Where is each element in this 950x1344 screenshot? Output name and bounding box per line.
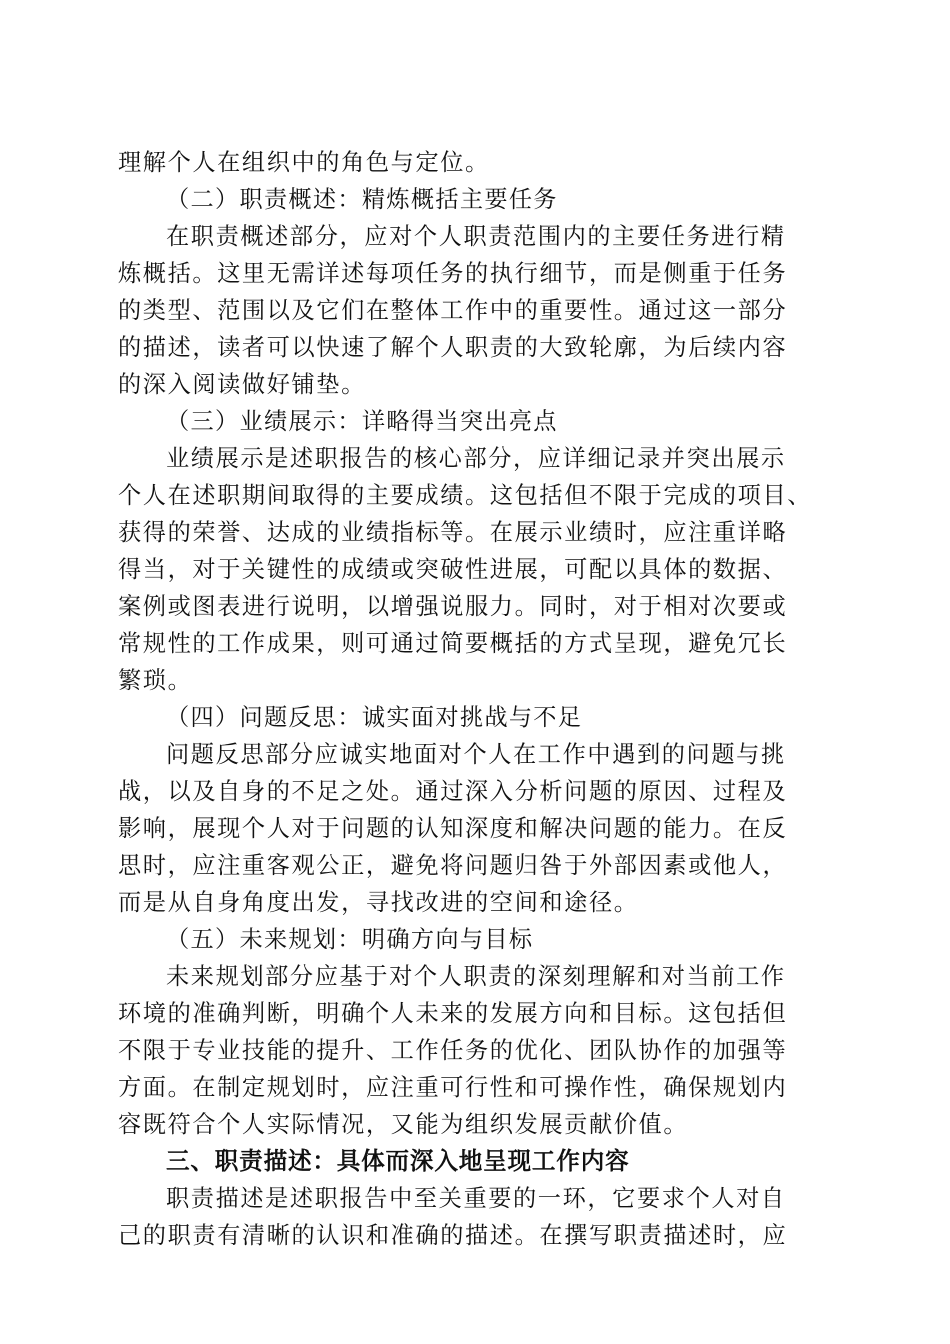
document-body [118, 144, 832, 1254]
paragraph-line: 战，以及自身的不足之处。通过深入分析问题的原因、过程及 [118, 778, 788, 805]
paragraph-line: 理解个人在组织中的角色与定位。 [118, 149, 490, 176]
paragraph-line: 容既符合个人实际情况，又能为组织发展贡献价值。 [118, 1111, 689, 1138]
paragraph-line: 案例或图表进行说明，以增强说服力。同时，对于相对次要或 [118, 593, 788, 620]
paragraph-line: 获得的荣誉、达成的业绩指标等。在展示业绩时，应注重详略 [118, 519, 788, 546]
paragraph-line: 炼概括。这里无需详述每项任务的执行细节，而是侧重于任务 [118, 260, 788, 287]
paragraph-line: 方面。在制定规划时，应注重可行性和可操作性，确保规划内 [118, 1074, 788, 1101]
paragraph-line: 常规性的工作成果，则可通过简要概括的方式呈现，避免冗长 [118, 630, 788, 657]
paragraph-line: 己的职责有清晰的认识和准确的描述。在撰写职责描述时，应 [118, 1222, 788, 1249]
paragraph-line: 的类型、范围以及它们在整体工作中的重要性。通过这一部分 [118, 297, 788, 324]
paragraph-line: 思时，应注重客观公正，避免将问题归咎于外部因素或他人， [118, 852, 788, 879]
subsection-heading-4: （四）问题反思：诚实面对挑战与不足 [166, 704, 583, 731]
paragraph-line: 问题反思部分应诚实地面对个人在工作中遇到的问题与挑 [166, 741, 786, 768]
paragraph-line: 不限于专业技能的提升、工作任务的优化、团队协作的加强等 [118, 1037, 788, 1064]
paragraph-line: 的深入阅读做好铺垫。 [118, 371, 366, 398]
paragraph-line: 影响，展现个人对于问题的认知深度和解决问题的能力。在反 [118, 815, 788, 842]
subsection-heading-2: （二）职责概述：精炼概括主要任务 [166, 186, 558, 213]
paragraph-line: 环境的准确判断，明确个人未来的发展方向和目标。这包括但 [118, 1000, 788, 1027]
paragraph-line: 繁琐。 [118, 667, 193, 694]
paragraph-line: 的描述，读者可以快速了解个人职责的大致轮廓，为后续内容 [118, 334, 788, 361]
paragraph-line: 而是从自身角度出发，寻找改进的空间和途径。 [118, 889, 639, 916]
paragraph-line: 个人在述职期间取得的主要成绩。这包括但不限于完成的项目、 [118, 482, 813, 509]
paragraph-line: 得当，对于关键性的成绩或突破性进展，可配以具体的数据、 [118, 556, 788, 583]
paragraph-line: 未来规划部分应基于对个人职责的深刻理解和对当前工作 [166, 963, 786, 990]
paragraph-line: 职责描述是述职报告中至关重要的一环，它要求个人对自 [166, 1185, 786, 1212]
subsection-heading-3: （三）业绩展示：详略得当突出亮点 [166, 408, 558, 435]
paragraph-line: 业绩展示是述职报告的核心部分，应详细记录并突出展示 [166, 445, 786, 472]
section-heading-3: 三、职责描述：具体而深入地呈现工作内容 [166, 1147, 630, 1175]
paragraph-line: 在职责概述部分，应对个人职责范围内的主要任务进行精 [166, 223, 786, 250]
subsection-heading-5: （五）未来规划：明确方向与目标 [166, 926, 534, 953]
